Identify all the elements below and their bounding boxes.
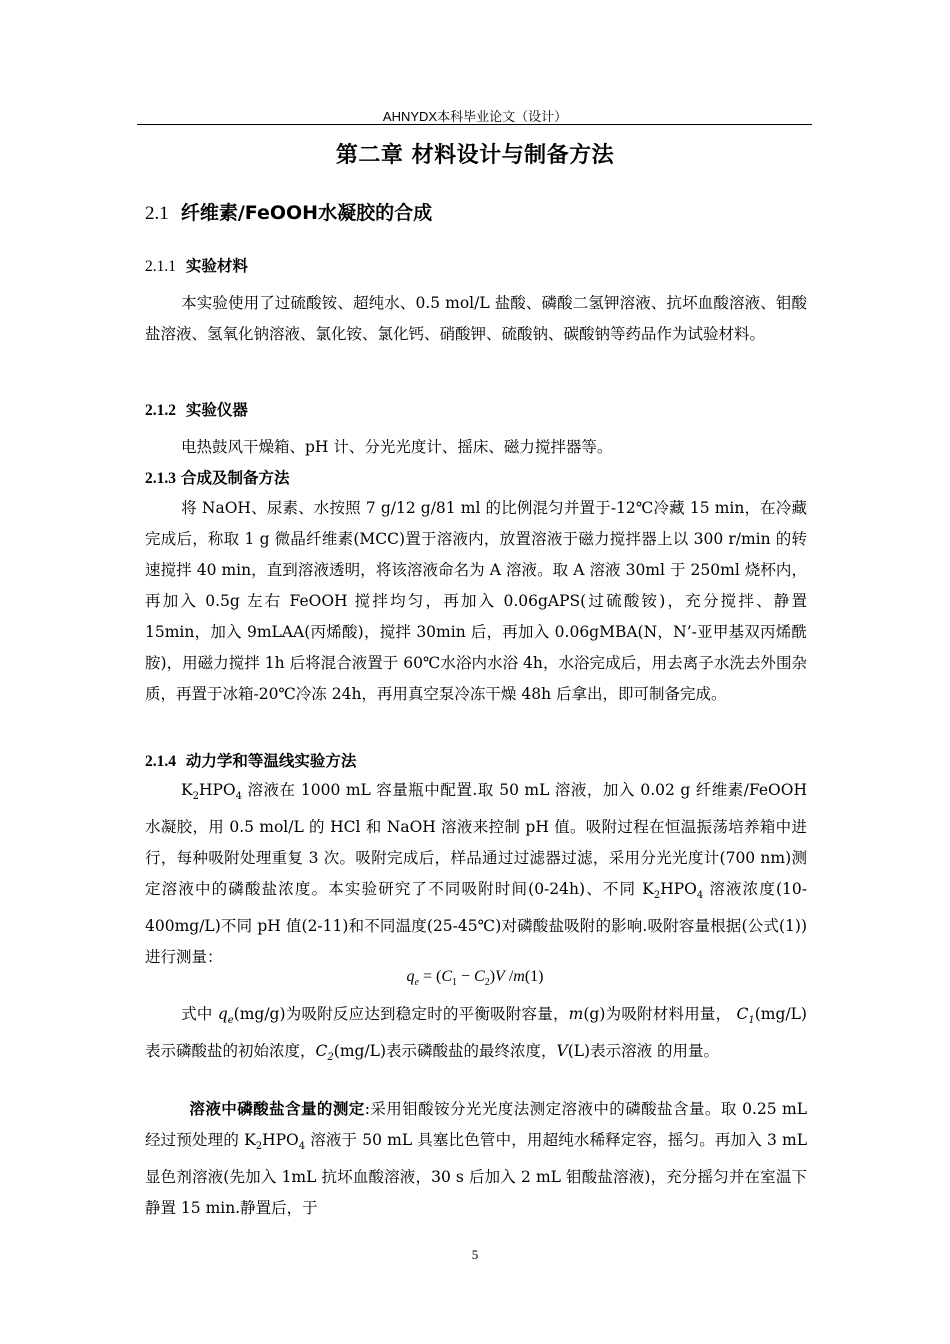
subsection-number: 2.1.1: [145, 258, 176, 275]
chapter-title: 第二章 材料设计与制备方法: [335, 143, 615, 168]
paragraph-materials: 本实验使用了过硫酸铵、超纯水、0.5 mol/L 盐酸、磷酸二氢钾溶液、抗坏血酸溶液、钼酸盐溶液、氢氧化钠溶液、氯化铵、氯化钙、硝酸钾、硫酸钠、碳酸钠等药品作为试验材料。: [145, 294, 807, 343]
equation-1: $q_e = (C_1 - C_2)V$ /m(1): [406, 968, 544, 989]
subsection-title: 合成及制备方法: [180, 469, 290, 487]
page-number: 5: [471, 1247, 479, 1262]
paragraph-phosphate-determination: 溶液中磷酸盐含量的测定:采用钼酸铵分光光度法测定溶液中的磷酸盐含量。取 0.25 mL 经过预处理的 $K_2HPO_4$ 溶液于 50 mL 具塞比色管中，用超纯水稀释定容，摇匀。再加入 3 mL 显色剂溶液(先加入 1mL 抗坏血酸溶液，30 s 后加入 2 mL 钼酸盐溶液)，充分摇匀并在室温下静置 15 min.静置后，于: [145, 1100, 807, 1218]
paragraph-formula-explanation: 式中 $q_e(mg/g)$为吸附反应达到稳定时的平衡吸附容量，m(g)为吸附材料用量， $C_1(mg/L)$表示磷酸盐的初始浓度，$C_2(mg/L)$表示磷酸盐的最终浓度，V(L)表示溶液 的用量。: [145, 1005, 807, 1064]
header-rule: [137, 124, 812, 125]
subsection-number: 2.1.3: [145, 470, 176, 487]
subsection-number: 2.1.2: [145, 402, 176, 419]
section-title: 纤维素/FeOOH水凝胶的合成: [180, 202, 433, 224]
subsection-heading-2-1-4: [145, 749, 356, 771]
subsection-heading-2-1-3: [145, 466, 289, 488]
paragraph-synthesis: 将 NaOH、尿素、水按照 7 g/12 g/81 ml 的比例混匀并置于-12℃冷藏 15 min，在冷藏完成后，称取 1 g 微晶纤维素(MCC)置于溶液内，放置溶液于磁力搅拌器上以 300 r/min 的转速搅拌 40 min，直到溶液透明，将该溶液命名为 A 溶液。取 A 溶液 30ml 于 250ml 烧杯内，再加入 0.5g 左右 FeOOH 搅拌均匀，再加入 0.06gAPS(过硫酸铵)，充分搅拌、静置 15min，加入 9mLAA(丙烯酸)，搅拌 30min 后，再加入 0.06gMBA(N，N’-亚甲基双丙烯酰胺)，用磁力搅拌 1h 后将混合液置于 60℃水浴内水浴 4h，水浴完成后，用去离子水洗去外围杂质，再置于冰箱-20℃冷冻 24h，再用真空泵冷冻干燥 48h 后拿出，即可制备完成。: [145, 499, 807, 703]
paragraph-instruments: 电热鼓风干燥箱、pH 计、分光光度计、摇床、磁力搅拌器等。: [181, 438, 613, 456]
section-heading-2-1: [145, 198, 432, 225]
subsection-number: 2.1.4: [145, 753, 176, 770]
running-header: AHNYDX本科毕业论文（设计）: [382, 109, 568, 124]
section-number: 2.1: [145, 203, 169, 224]
subsection-heading-2-1-2: [145, 398, 248, 420]
subsection-heading-2-1-1: [145, 254, 248, 276]
paragraph-kinetics: $K_2HPO_4$ 溶液在 1000 mL 容量瓶中配置.取 50 mL 溶液，加入 0.02 g 纤维素/FeOOH 水凝胶，用 0.5 mol/L 的 HCl 和 NaOH 溶液来控制 pH 值。吸附过程在恒温振荡培养箱中进行，每种吸附处理重复 3 次。吸附完成后，样品通过过滤器过滤，采用分光光度计(700 nm)测定溶液中的磷酸盐浓度。本实验研究了不同吸附时间(0-24h)、不同 $K_2HPO_4$ 溶液浓度(10-400mg/L)不同 pH 值(2-11)和不同温度(25-45℃)对磷酸盐吸附的影响.吸附容量根据(公式(1))进行测量：: [145, 781, 807, 967]
subsection-title: 实验仪器: [185, 401, 248, 419]
subsection-title: 动力学和等温线实验方法: [185, 752, 357, 770]
subsection-title: 实验材料: [185, 257, 248, 275]
